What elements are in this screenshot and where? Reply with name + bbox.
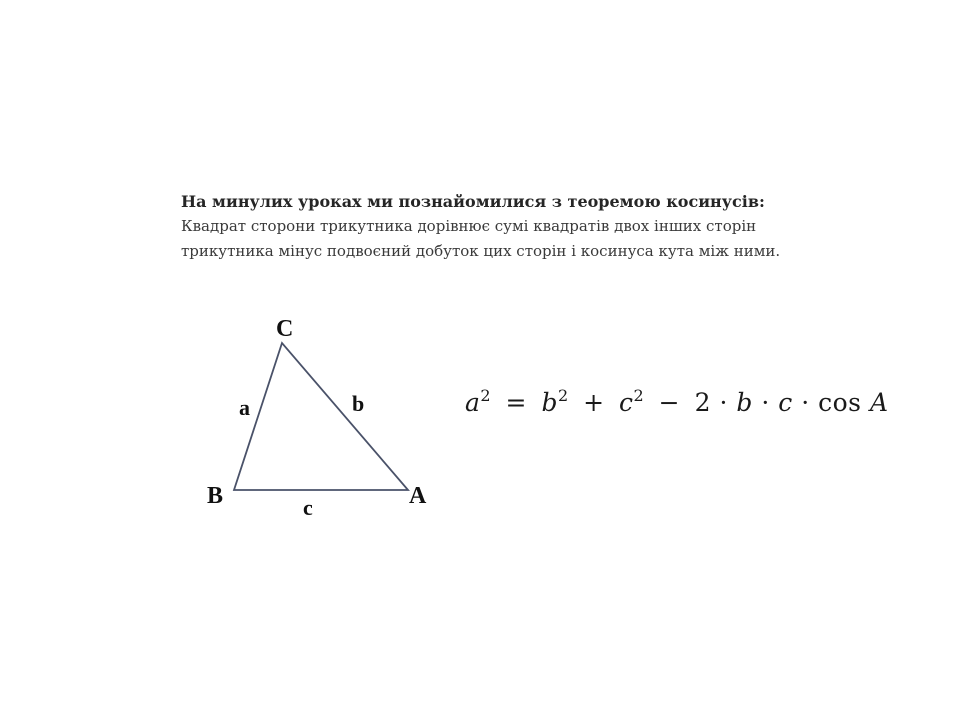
formula-dot-3: · (801, 388, 810, 417)
law-of-cosines-formula (465, 388, 889, 417)
theorem-statement (181, 214, 821, 264)
formula-coef: 2 (694, 388, 711, 417)
side-label-c: c (303, 495, 313, 520)
vertex-label-c: C (276, 316, 294, 342)
formula-equals: = (505, 388, 527, 417)
formula-factor-b: b (736, 388, 753, 417)
formula-plus: + (583, 388, 605, 417)
formula-t1-exp: 2 (557, 386, 569, 405)
formula-cos: cos (818, 388, 862, 417)
formula-dot-1: · (719, 388, 728, 417)
theorem-line-2: трикутника мінус подвоєний добуток цих сторін і косинуса кута між ними. (181, 242, 781, 260)
side-label-b: b (352, 391, 365, 416)
vertex-label-b: B (207, 483, 224, 509)
triangle-outline (234, 343, 408, 490)
formula-factor-c: c (778, 388, 793, 417)
formula-t1-var: b (541, 388, 558, 417)
formula-dot-2: · (761, 388, 770, 417)
section-heading: На минулих уроках ми познайомилися з теоремою косинусів: (181, 192, 765, 211)
formula-t2-exp: 2 (633, 386, 645, 405)
formula-angle: A (869, 388, 889, 417)
vertex-label-a: A (409, 483, 427, 509)
text-block (181, 190, 821, 264)
formula-t2-var: c (619, 388, 634, 417)
triangle-figure (195, 305, 455, 535)
formula-lhs-exp: 2 (480, 386, 492, 405)
theorem-line-1: Квадрат сторони трикутника дорівнює сумі квадратів двох інших сторін (181, 217, 757, 235)
formula-lhs-var: a (465, 388, 481, 417)
triangle-diagram (195, 305, 455, 535)
formula-minus: − (658, 388, 681, 417)
side-label-a: a (239, 395, 250, 420)
